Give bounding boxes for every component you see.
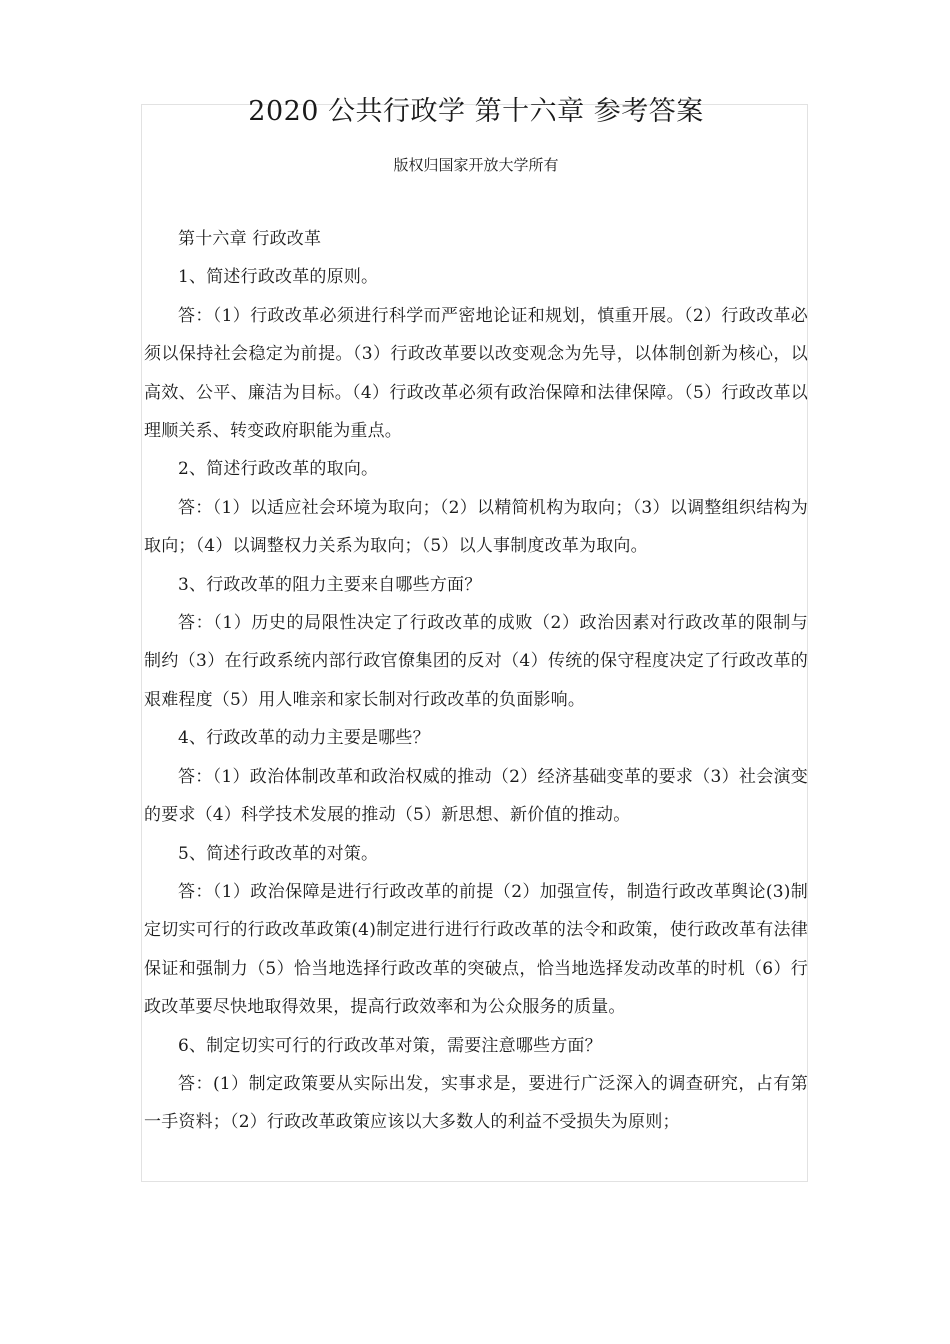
answer-6: 答：(1）制定政策要从实际出发，实事求是，要进行广泛深入的调查研究，占有第一手资料；（2）行政改革政策应该以大多数人的利益不受损失为原则； [144, 1073, 808, 1133]
document-title: 2020 公共行政学 第十六章 参考答案 [248, 96, 704, 127]
question-5: 5、简述行政改革的对策。 [178, 843, 379, 864]
answer-4: 答：（1）政治体制改革和政治权威的推动（2）经济基础变革的要求（3）社会演变的要求（4）科学技术发展的推动（5）新思想、新价值的推动。 [144, 766, 808, 826]
question-6: 6、制定切实可行的行政改革对策，需要注意哪些方面？ [178, 1035, 602, 1056]
answer-1: 答：（1）行政改革必须进行科学而严密地论证和规划，慎重开展。（2）行政改革必须以保持社会稳定为前提。（3）行政改革要以改变观念为先导，以体制创新为核心，以高效、公平、廉洁为目标。（4）行政改革必须有政治保障和法律保障。（5）行政改革以理顺关系、转变政府职能为重点。 [144, 305, 808, 442]
answer-5: 答：（1）政治保障是进行行政改革的前提（2）加强宣传，制造行政改革舆论(3)制定切实可行的行政改革政策(4)制定进行进行行政改革的法令和政策，使行政改革有法律保证和强制力（5）恰当地选择行政改革的突破点，恰当地选择发动改革的时机（6）行政改革要尽快地取得效果，提高行政效率和为公众服务的质量。 [144, 881, 808, 1018]
question-1: 1、简述行政改革的原则。 [178, 267, 379, 288]
question-2: 2、简述行政改革的取向。 [178, 459, 379, 480]
question-3: 3、行政改革的阻力主要来自哪些方面？ [178, 574, 482, 595]
answer-3: 答：（1）历史的局限性决定了行政改革的成败（2）政治因素对行政改革的限制与制约（3）在行政系统内部行政官僚集团的反对（4）传统的保守程度决定了行政改革的艰难程度（5）用人唯亲和家长制对行政改革的负面影响。 [144, 613, 808, 710]
answer-2: 答：（1）以适应社会环境为取向；（2）以精简机构为取向；（3）以调整组织结构为取向；（4）以调整权力关系为取向；（5）以人事制度改革为取向。 [144, 497, 808, 557]
document-body [144, 92, 808, 1142]
chapter-heading: 第十六章 行政改革 [178, 229, 322, 249]
question-4: 4、行政改革的动力主要是哪些？ [178, 728, 430, 749]
copyright-notice: 版权归国家开放大学所有 [393, 156, 559, 174]
